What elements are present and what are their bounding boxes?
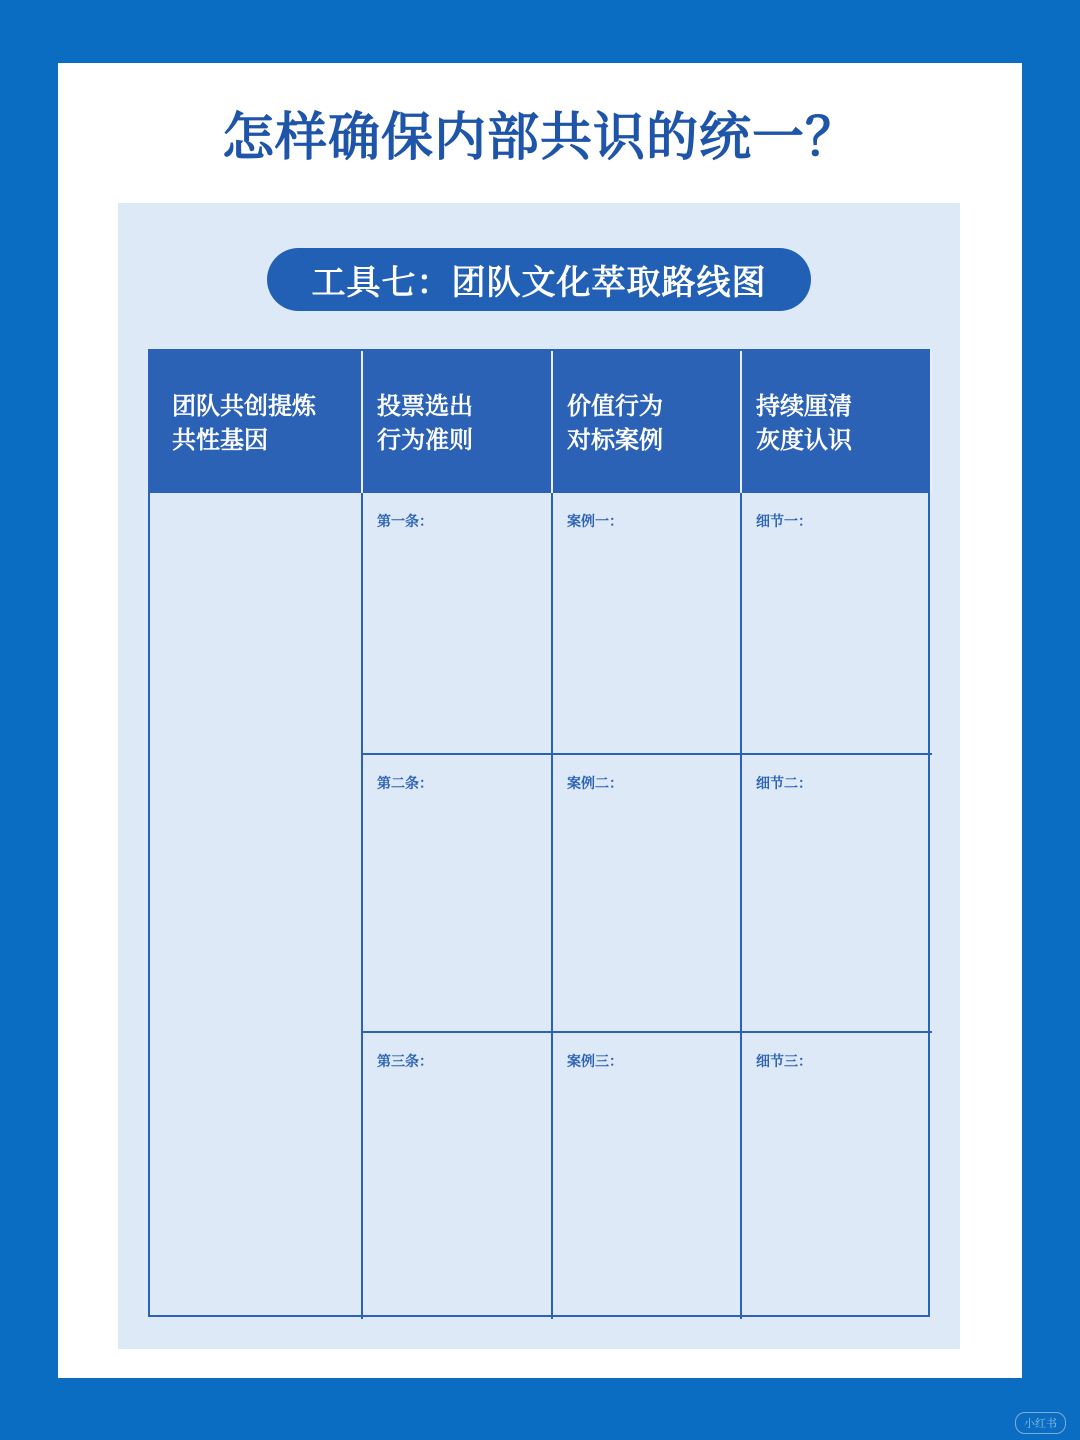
- table-header-cell: 价值行为 对标案例: [553, 351, 742, 493]
- table-cell: 第三条：: [363, 1033, 553, 1319]
- table-cell: 细节一：: [742, 493, 932, 755]
- table-header-cell: 投票选出 行为准则: [363, 351, 553, 493]
- table-cell: 案例二：: [553, 755, 742, 1033]
- table-cell: 细节二：: [742, 755, 932, 1033]
- watermark: 小红书: [1015, 1412, 1066, 1434]
- table-cell: 案例一：: [553, 493, 742, 755]
- common-genes-cell: [150, 493, 363, 1319]
- table-header-cell: 持续厘清 灰度认识: [742, 351, 932, 493]
- table-cell: 第一条：: [363, 493, 553, 755]
- page-title: 怎样确保内部共识的统一？: [221, 108, 858, 168]
- roadmap-table: [148, 349, 930, 1317]
- table-cell: 第二条：: [363, 755, 553, 1033]
- table-cell: 案例三：: [553, 1033, 742, 1319]
- table-header-cell: 团队共创提炼 共性基因: [150, 351, 363, 493]
- table-cell: 细节三：: [756, 1054, 812, 1070]
- tool-label-pill: 工具七：团队文化萃取路线图: [267, 248, 811, 311]
